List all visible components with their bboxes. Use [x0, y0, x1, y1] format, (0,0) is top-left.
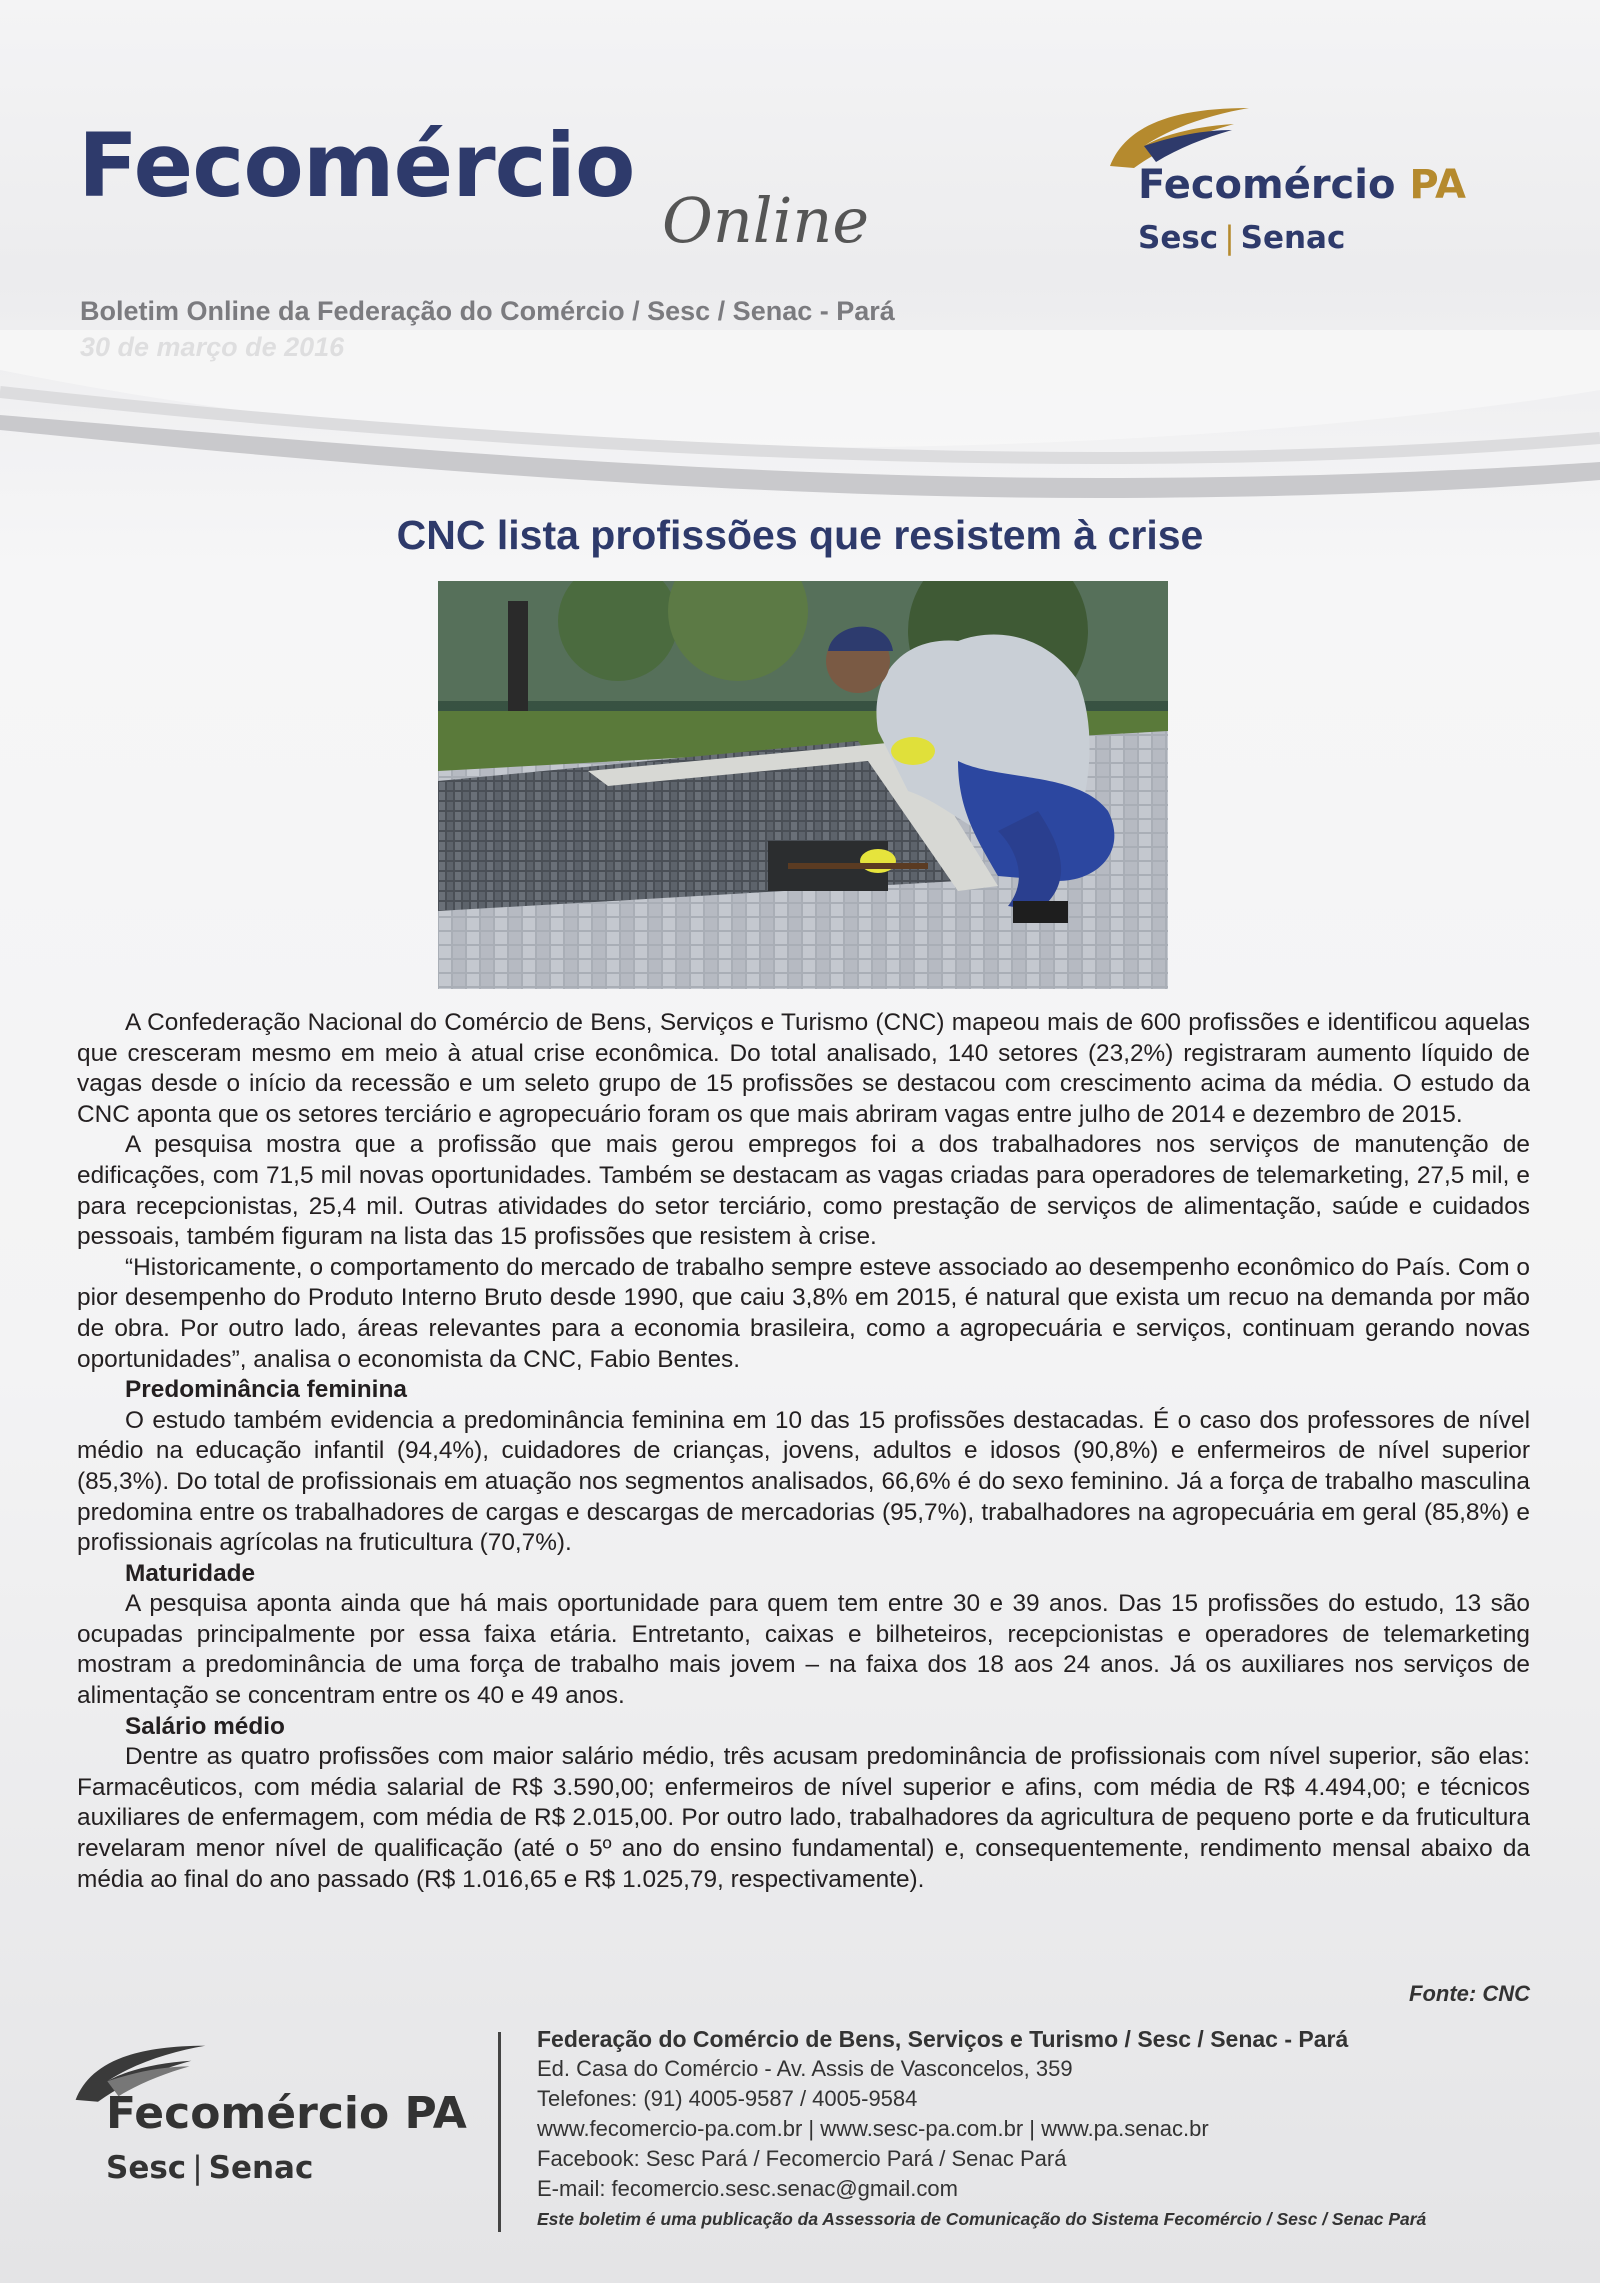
section-heading-predominancia: Predominância feminina [125, 1376, 407, 1404]
article-paragraph: A pesquisa aponta ainda que há mais oportunidade para quem tem entre 30 e 39 anos. Das 15 profissões do estudo, 13 são ocupadas principalmente por essa faixa etária. Entretanto, caixas e bilheteiros, recepcionistas e operadores de telemarketing mostram a predominância de uma força de trabalho mais jovem – na faixa dos 18 aos 24 anos. Já os auxiliares nos serviços de alimentação se concentram entre os 40 e 49 anos. [77, 1590, 1530, 1710]
footer-facebook: Facebook: Sesc Pará / Fecomercio Pará / Senac Pará [537, 2146, 1067, 2171]
article-paragraph: A Confederação Nacional do Comércio de Bens, Serviços e Turismo (CNC) mapeou mais de 600 profissões e identificou aquelas que cresceram mesmo em meio à atual crise econômica. Do total analisado, 140 setores (23,2%) registraram aumento líquido de vagas desde o início da recessão e um seleto grupo de 15 profissões se destacou com crescimento acima da média. O estudo da CNC aponta que os setores terciário e agropecuário foram os que mais abriram vagas entre julho de 2014 e dezembro de 2015. [77, 1009, 1530, 1128]
footer-logo [70, 2038, 490, 2198]
worker-paving-image [438, 581, 1168, 989]
article-paragraph: “Historicamente, o comportamento do mercado de trabalho sempre esteve associado ao desempenho econômico do País. Com o pior desempenho do Produto Interno Bruto desde 1990, que caiu 3,8% em 2015, é natural que exista um recuo na demanda por mão de obra. Por outro lado, áreas relevantes para a economia brasileira, como a agropecuária e serviços, continuam gerando novas oportunidades”, analisa o economista da CNC, Fabio Bentes. [77, 1253, 1530, 1373]
footer-address: Ed. Casa do Comércio - Av. Assis de Vasconcelos, 359 [537, 2056, 1073, 2081]
footer-divider [498, 2032, 501, 2232]
newsletter-header [0, 0, 1600, 500]
article-paragraph: O estudo também evidencia a predominância feminina em 10 das 15 profissões destacadas. É o caso dos professores de nível médio na educação infantil (94,4%), cuidadores de crianças, jovens, adultos e idosos (90,8%) e enfermeiros de nível superior (85,3%). Do total de profissionais em atuação nos segmentos analisados, 66,6% é do sexo feminino. Já a força de trabalho masculina predomina entre os trabalhadores de cargas e descargas de mercadorias (95,7%), trabalhadores na agropecuária em geral (85,8%) e profissionais agrícolas na fruticultura (70,7%). [77, 1406, 1530, 1557]
footer-websites[interactable]: www.fecomercio-pa.com.br | www.sesc-pa.com.br | www.pa.senac.br [537, 2116, 1209, 2141]
fecomercio-logo [1098, 100, 1518, 270]
logo-name: Fecomércio PA [1138, 162, 1467, 208]
footer-phones: Telefones: (91) 4005-9587 / 4005-9584 [537, 2086, 918, 2111]
article-photo [438, 581, 1168, 989]
newsletter-title-script: Online [662, 184, 870, 257]
newsletter-subtitle: Boletim Online da Federação do Comércio / Sesc / Senac - Pará [80, 296, 895, 326]
footer-logo-name: Fecomércio PA [106, 2088, 467, 2139]
footer-email[interactable]: E-mail: fecomercio.sesc.senac@gmail.com [537, 2176, 958, 2201]
footer-contact [537, 2024, 1426, 2234]
footer-org: Federação do Comércio de Bens, Serviços e Turismo / Sesc / Senac - Pará [537, 2026, 1349, 2052]
wing-logo-icon [1104, 100, 1254, 170]
header-swoosh [0, 330, 1600, 500]
article-paragraph: A pesquisa mostra que a profissão que mais gerou empregos foi a dos trabalhadores nos serviços de manutenção de edificações, com 71,5 mil novas oportunidades. Também se destacam as vagas criadas para operadores de telemarketing, 27,5 mil, e para recepcionistas, 25,4 mil. Outras atividades do setor terciário, como prestação de serviços de alimentação, saúde e cuidados pessoais, também figuram na lista das 15 profissões que resistem à crise. [77, 1131, 1530, 1251]
footer-logo-sub: Sesc | Senac [106, 2150, 314, 2186]
article-body [77, 1008, 1530, 1895]
footer-note: Este boletim é uma publicação da Assessoria de Comunicação do Sistema Fecomércio / Sesc / Senac Pará [537, 2209, 1427, 2229]
section-heading-maturidade: Maturidade [125, 1559, 256, 1587]
article-headline: CNC lista profissões que resistem à crise [396, 512, 1204, 558]
section-heading-salario: Salário médio [125, 1712, 285, 1740]
logo-sub: Sesc | Senac [1138, 220, 1346, 256]
newsletter-title: Fecomércio [78, 114, 635, 217]
article-paragraph: Dentre as quatro profissões com maior salário médio, três acusam predominância de profissionais com nível superior, são elas: Farmacêuticos, com média salarial de R$ 3.590,00; enfermeiros de nível superior e afins, com média de R$ 4.494,00; e técnicos auxiliares de enfermagem, com média de R$ 2.015,00. Por outro lado, trabalhadores da agricultura de pequeno porte e da fruticultura revelaram menor nível de qualificação (até o 5º ano do ensino fundamental) e, consequentemente, rendimento mensal abaixo da média ao final do ano passado (R$ 1.016,65 e R$ 1.025,79, respectivamente). [77, 1743, 1530, 1893]
article-source: Fonte: CNC [1409, 1981, 1530, 2006]
